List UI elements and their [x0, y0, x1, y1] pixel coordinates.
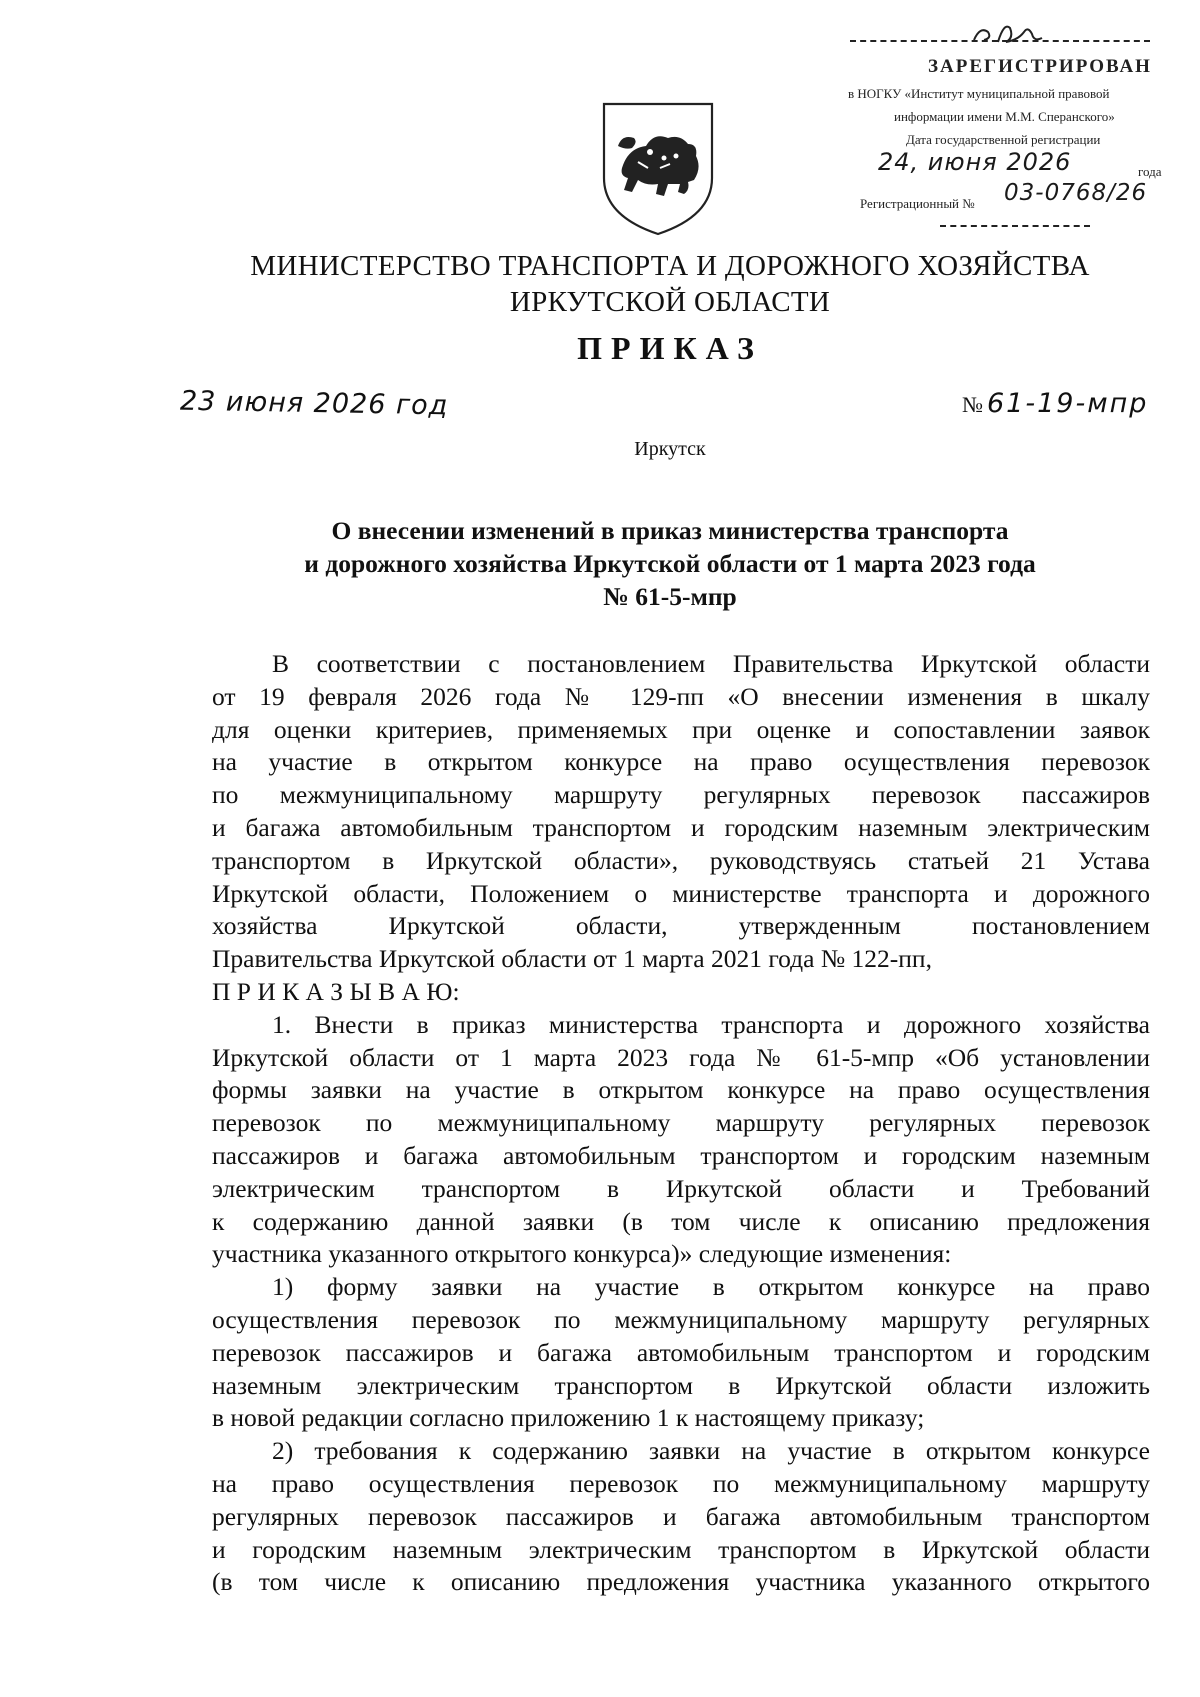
stamp-date-handwritten: 24, июня 2026	[878, 148, 1072, 176]
body-line: регулярных перевозок пассажиров и багажа автомобильным транспортом	[212, 1501, 1150, 1531]
body-line: Иркутской области от 1 марта 2023 года № 61-5-мпр «Об установлении	[212, 1042, 1150, 1072]
body-line: В соответствии с постановлением Правительства Иркутской области	[272, 649, 1150, 678]
stamp-line-1: в НОГКУ «Институт муниципальной правовой	[848, 86, 1110, 101]
body-line: хозяйства Иркутской области, утвержденным постановлением	[212, 911, 1150, 941]
body-line: осуществления перевозок по межмуниципальному маршруту регулярных	[212, 1304, 1150, 1334]
heading-line: № 61-5-мпр	[603, 582, 737, 611]
body-line: к содержанию данной заявки (в том числе к описанию предложения	[212, 1206, 1150, 1236]
body-line: и городским наземным электрическим транспортом в Иркутской области	[212, 1534, 1150, 1564]
heading-line: О внесении изменений в приказ министерства транспорта	[331, 516, 1009, 545]
body-line: Иркутской области, Положением о министерстве транспорта и дорожного	[212, 878, 1150, 908]
body-line: в новой редакции согласно приложению 1 к настоящему приказу;	[212, 1403, 925, 1433]
body-line: на участие в открытом конкурсе на право осуществления перевозок	[212, 747, 1150, 777]
stamp-divider-top	[850, 40, 1150, 42]
body-line: 2) требования к содержанию заявки на участие в открытом конкурсе	[272, 1436, 1150, 1466]
body-line: транспортом в Иркутской области», руководствуясь статьей 21 Устава	[212, 845, 1150, 875]
body-line: перевозок по межмуниципальному маршруту регулярных перевозок	[212, 1108, 1150, 1138]
coat-of-arms-icon	[598, 98, 718, 238]
stamp-reg-label: Регистрационный №	[860, 196, 975, 211]
stamp-date-suffix: года	[1138, 164, 1162, 179]
stamp-line-2: информации имени М.М. Сперанского»	[894, 109, 1115, 124]
ministry-line-1: МИНИСТЕРСТВО ТРАНСПОРТА И ДОРОЖНОГО ХОЗЯЙСТВА	[250, 250, 1090, 282]
city: Иркутск	[634, 438, 706, 460]
body-line: участника указанного открытого конкурса)» следующие изменения:	[212, 1239, 952, 1269]
body-line: Правительства Иркутской области от 1 марта 2021 года № 122-пп,	[212, 944, 932, 974]
stamp-divider-bottom	[940, 225, 1090, 227]
order-heading	[230, 514, 1110, 613]
heading-line: и дорожного хозяйства Иркутской области от 1 марта 2023 года	[304, 549, 1036, 578]
body-line: 1) форму заявки на участие в открытом конкурсе на право	[272, 1272, 1150, 1302]
order-number-label: №	[962, 392, 983, 417]
order-number-handwritten: 61-19-мпр	[987, 388, 1149, 419]
ministry-name	[0, 248, 1200, 320]
body-line: от 19 февраля 2026 года № 129-пп «О внесении изменения в шкалу	[212, 681, 1150, 711]
order-title: ПРИКАЗ	[577, 330, 763, 366]
body-line-prikazyvayu: П Р И К А З Ы В А Ю:	[212, 976, 460, 1006]
ministry-line-2: ИРКУТСКОЙ ОБЛАСТИ	[509, 286, 831, 318]
body-line: на право осуществления перевозок по межмуниципальному маршруту	[212, 1468, 1150, 1498]
body-line: электрическим транспортом в Иркутской области и Требований	[212, 1173, 1150, 1203]
body-line: формы заявки на участие в открытом конкурсе на право осуществления	[212, 1075, 1150, 1105]
stamp-line-3: Дата государственной регистрации	[906, 132, 1101, 147]
signature-mark	[970, 18, 1050, 48]
order-date-handwritten: 23 июня 2026 год	[179, 385, 449, 422]
body-line: и багажа автомобильным транспортом и городским наземным электрическим	[212, 812, 1150, 842]
body-line: 1. Внести в приказ министерства транспорта и дорожного хозяйства	[272, 1009, 1150, 1039]
body-line: (в том числе к описанию предложения участника указанного открытого	[212, 1567, 1150, 1597]
body-line: перевозок пассажиров и багажа автомобильным транспортом и городским	[212, 1337, 1150, 1367]
order-body	[212, 648, 1150, 1599]
stamp-reg-number-handwritten: 03-0768/26	[1004, 180, 1148, 206]
order-number	[962, 388, 1148, 419]
body-line: по межмуниципальному маршруту регулярных перевозок пассажиров	[212, 780, 1150, 810]
body-line: пассажиров и багажа автомобильным транспортом и городским наземным	[212, 1140, 1150, 1170]
body-line: для оценки критериев, применяемых при оценке и сопоставлении заявок	[212, 714, 1150, 744]
body-line: наземным электрическим транспортом в Иркутской области изложить	[212, 1370, 1150, 1400]
stamp-title: ЗАРЕГИСТРИРОВАН	[928, 56, 1152, 77]
